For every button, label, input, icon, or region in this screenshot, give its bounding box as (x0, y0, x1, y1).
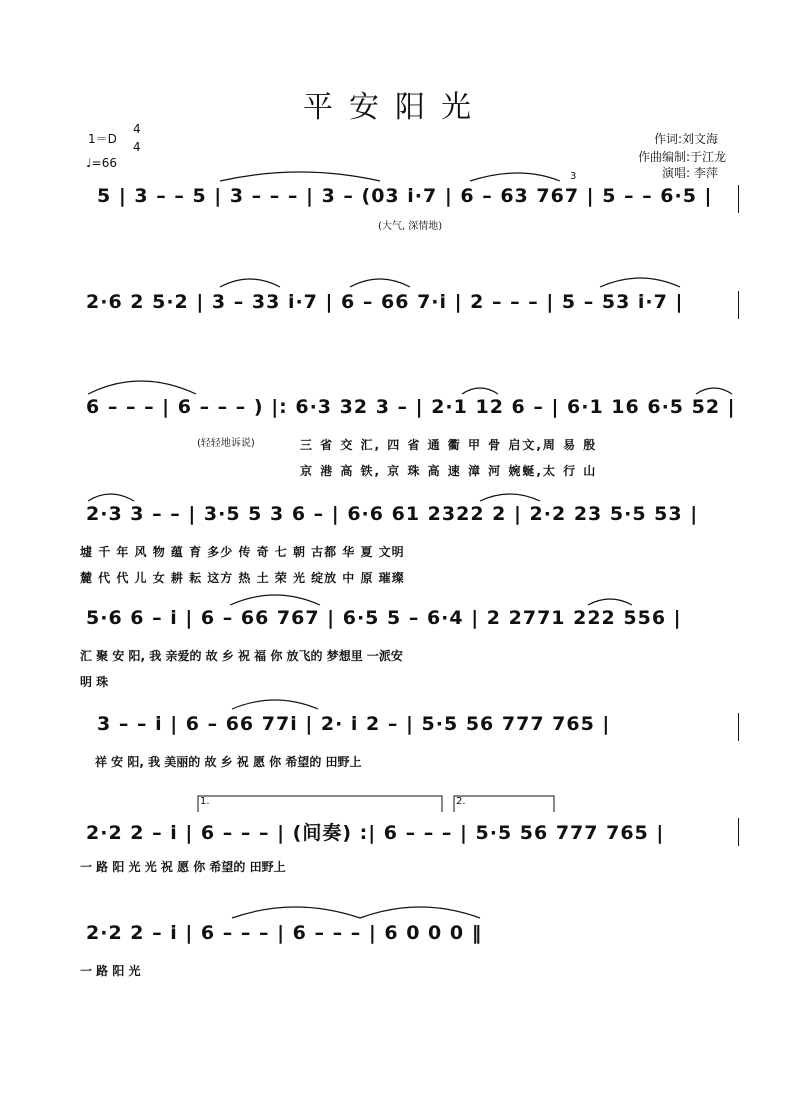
notation-line: 3 – – i | 6 – 66 77i | 2· i 2 – | 5·5 56 777 765 | (97, 713, 611, 735)
slur-arcs (0, 607, 790, 697)
volta-2-label: 2. (456, 796, 466, 807)
barline (738, 818, 739, 846)
barline (738, 291, 739, 319)
slur-arcs (0, 396, 790, 486)
tempo-marking: ♩=66 (86, 156, 117, 170)
time-signature-top: 4 (133, 122, 141, 136)
expression-remark: (大气, 深情地) (378, 221, 443, 232)
notation-line: 5 | 3 – – 5 | 3 – – – | 3 – (03 i·7 | 6 – 63 767 | 5 – – 6·5 | (97, 185, 713, 207)
score-row-6 (0, 713, 790, 783)
barline (738, 713, 739, 741)
slur-arcs (0, 503, 790, 593)
song-title: 平安阳光 (303, 90, 487, 125)
expression-remark: (轻轻地诉说) (197, 438, 255, 449)
score-row-3 (0, 396, 790, 486)
lyric-verse-1: 墟 千 年 风 物 蕴 育 多少 传 奇 七 朝 古都 华 夏 文明 (80, 545, 405, 559)
lyric-verse-2: 麓 代 代 儿 女 耕 耘 这方 热 土 荣 光 绽放 中 原 璀璨 (80, 571, 405, 585)
slur-arcs (0, 713, 790, 783)
score-row-2 (0, 291, 790, 351)
lyric-verse-1: 一 路 阳 光 (80, 964, 141, 978)
lyric-verse-1: 三 省 交 汇, 四 省 通 衢 甲 骨 启文,周 易 殷 (300, 438, 598, 452)
score-row-7 (0, 796, 790, 888)
lyric-verse-1: 汇 聚 安 阳, 我 亲爱的 故 乡 祝 福 你 放飞的 梦想里 一派安 (80, 649, 403, 663)
tie-arcs (0, 922, 790, 992)
notation-line: 5·6 6 – i | 6 – 66 767 | 6·5 5 – 6·4 | 2 2771 222 556 | (86, 607, 682, 629)
volta-1-label: 1. (200, 796, 210, 807)
score-row-4 (0, 503, 790, 593)
notation-line: 2·6 2 5·2 | 3 – 33 i·7 | 6 – 66 7·i | 2 – – – | 5 – 53 i·7 | (86, 291, 684, 313)
barline (738, 185, 739, 213)
lyric-verse-1: 祥 安 阳, 我 美丽的 故 乡 祝 愿 你 希望的 田野上 (95, 755, 362, 769)
lyricist-credit: 作词:刘文海 (654, 132, 719, 146)
volta-brackets (0, 818, 790, 888)
slur-arcs (0, 185, 790, 245)
time-signature-bottom: 4 (133, 140, 141, 154)
lyric-verse-2: 明 珠 (80, 675, 109, 689)
notation-line: 6 – – – | 6 – – – ) |: 6·3 32 3 – | 2·1 12 6 – | 6·1 16 6·5 52 | (86, 396, 736, 418)
score-row-8 (0, 922, 790, 992)
notation-line: 2·2 2 – i | 6 – – – | 6 – – – | 6 0 0 0 ‖ (86, 922, 483, 944)
lyric-verse-2: 京 港 高 铁, 京 珠 高 速 漳 河 婉蜒,太 行 山 (300, 464, 598, 478)
triplet-mark: 3 (570, 171, 577, 182)
singer-credit: 演唱: 李萍 (662, 166, 718, 180)
composer-credit: 作曲编制:于江龙 (638, 150, 727, 164)
slur-arcs (0, 291, 790, 351)
key-signature: 1＝D (88, 132, 117, 146)
notation-line: 2·2 2 – i | 6 – – – | (间奏) :| 6 – – – | 5·5 56 777 765 | (86, 822, 665, 844)
score-row-5 (0, 607, 790, 697)
notation-line: 2·3 3 – – | 3·5 5 3 6 – | 6·6 61 2322 2 | 2·2 23 5·5 53 | (86, 503, 699, 525)
lyric-verse-1: 一 路 阳 光 光 祝 愿 你 希望的 田野上 (80, 860, 286, 874)
